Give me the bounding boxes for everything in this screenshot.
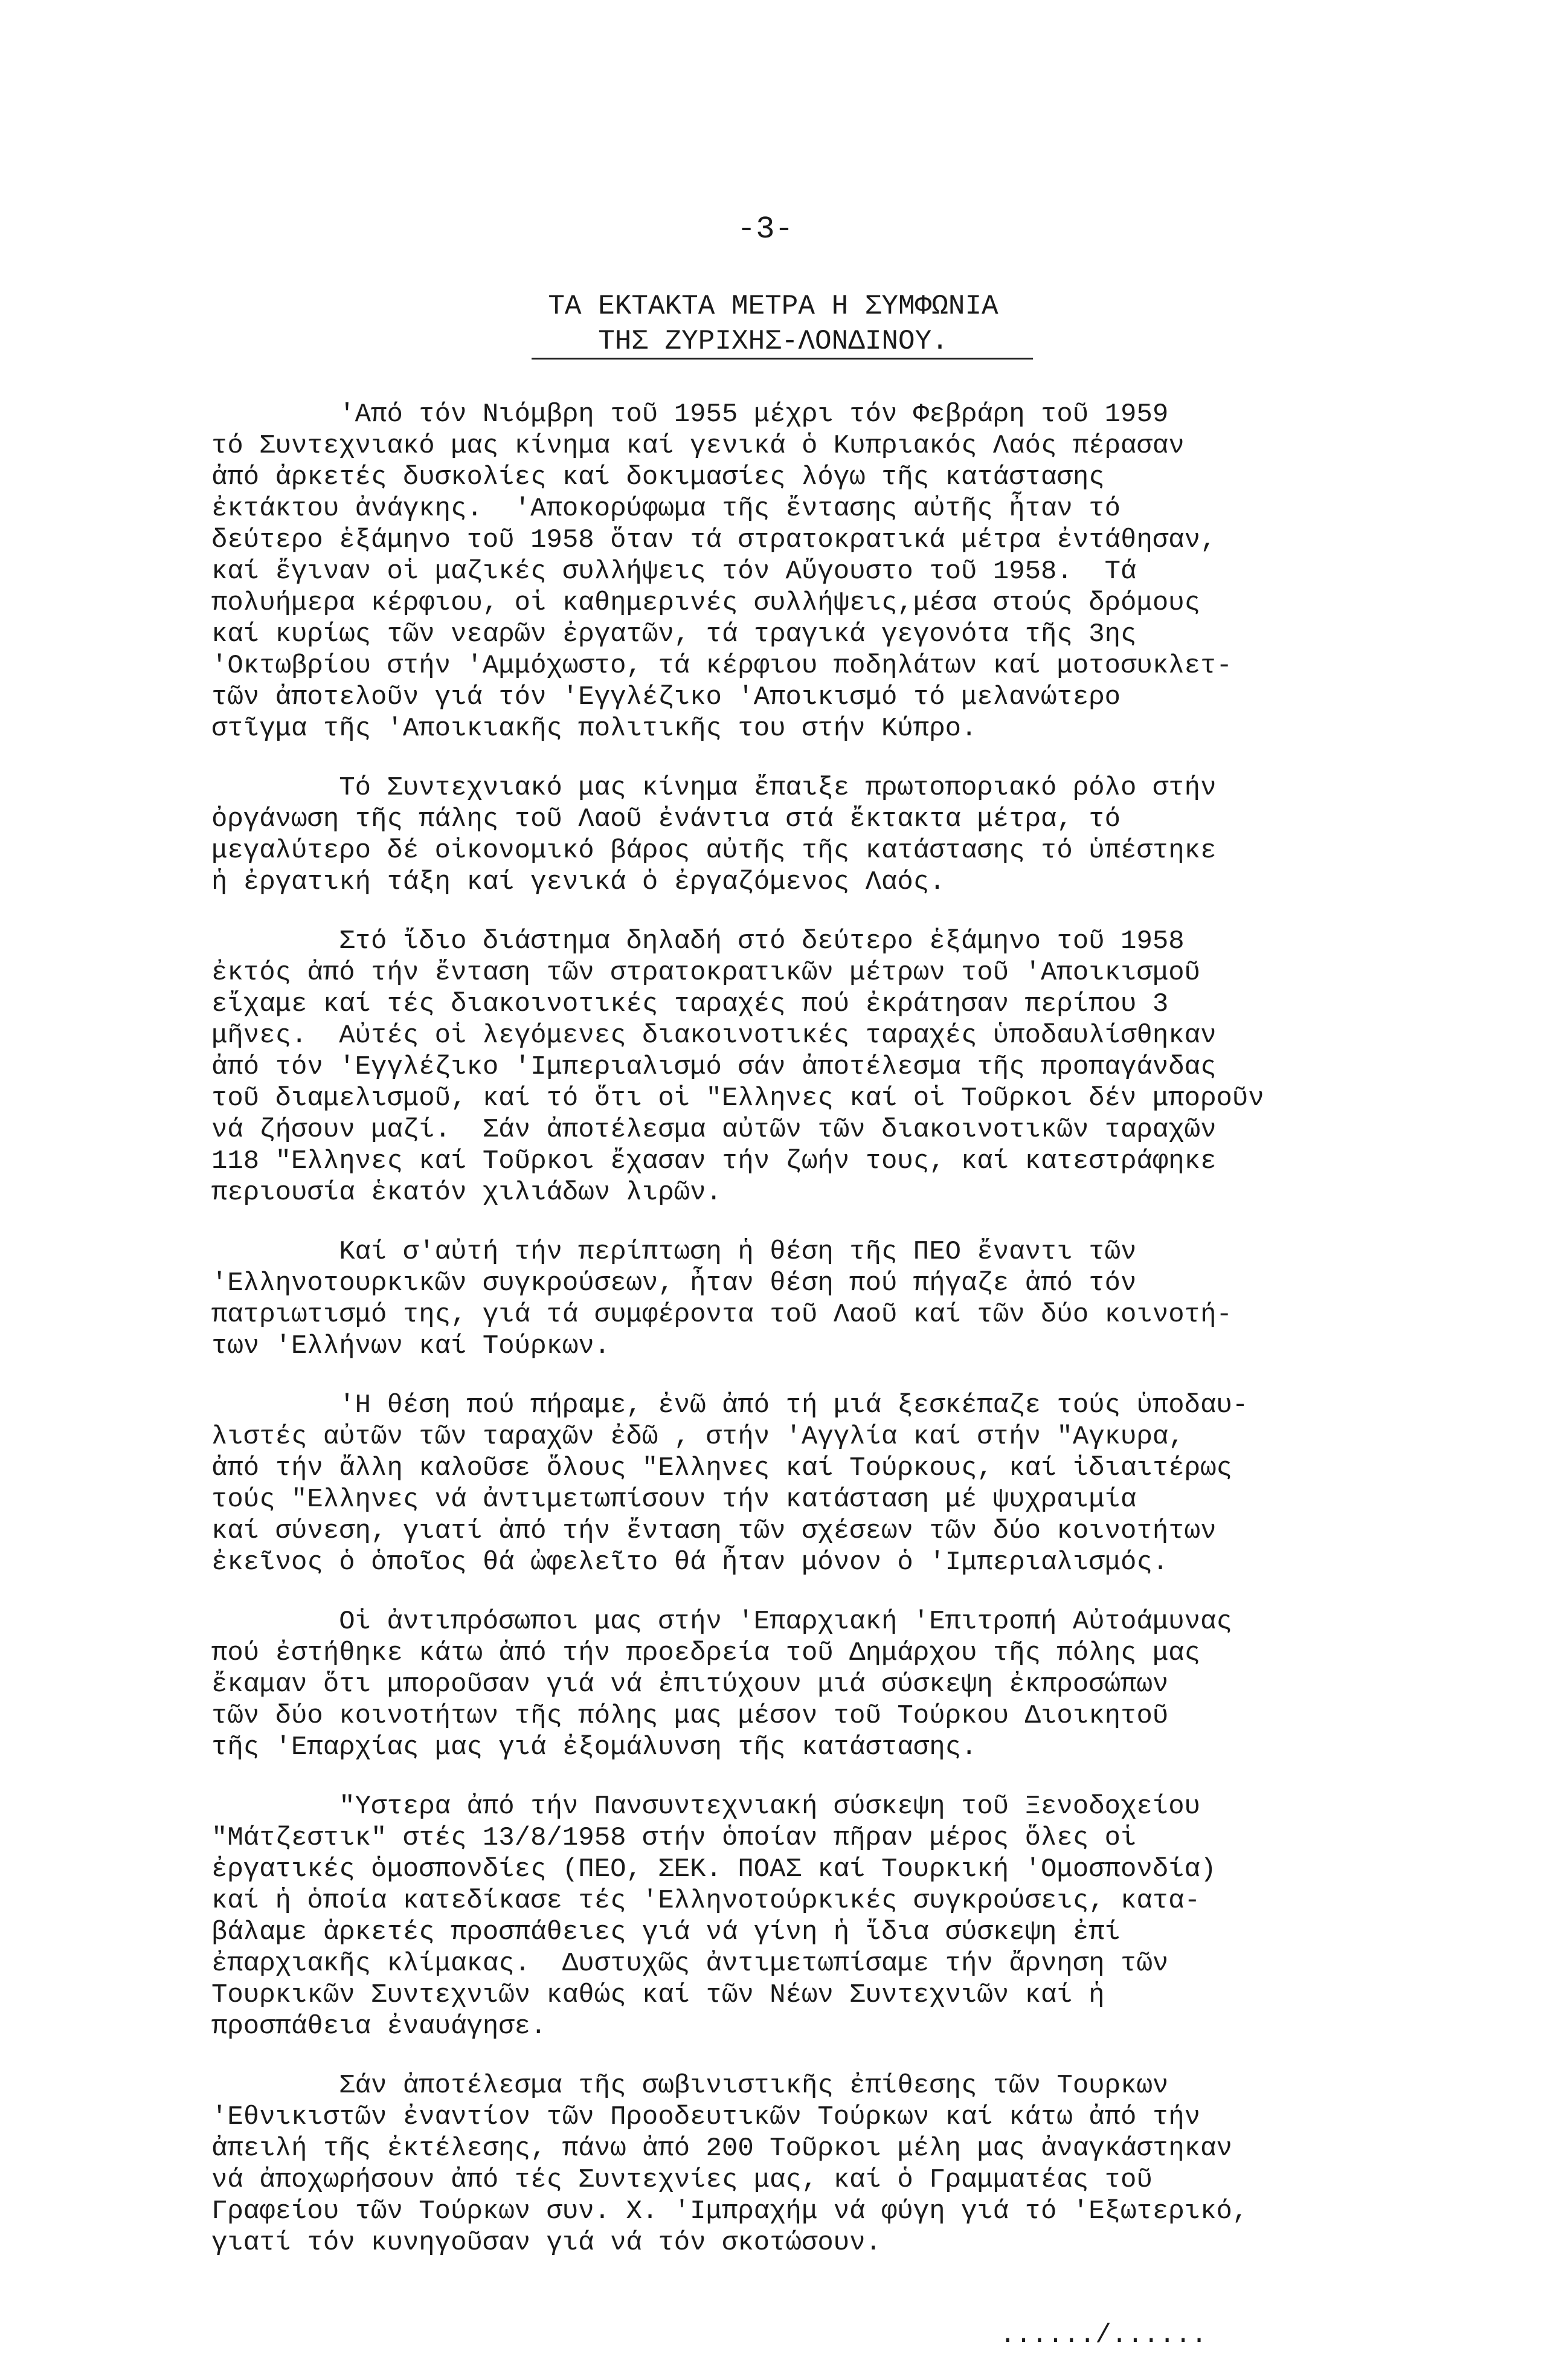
paragraph-1: 'Από τόν Νιόμβρη τοῦ 1955 μέχρι τόν Φεβράρη τοῦ 1959 τό Συντεχνιακό μας κίνημα καί γενικά ὁ Κυπριακός Λαός πέρασαν ἀπό ἀρκετές δυσκολίες καί δοκιμασίες λόγω τῆς κατάστασης ἐκτάκτου ἀνάγκης. 'Αποκορύφωμα τῆς ἔντασης αὐτῆς ἦταν τό δεύτερο ἑξάμηνο τοῦ 1958 ὅταν τά στρατοκρατικά μέτρα ἐντάθησαν, καί ἔγιναν οἱ μαζικές συλλήψεις τόν Αὔγουστο τοῦ 1958. Τά πολυήμερα κέρφιου, οἱ καθημερινές συλλήψεις,μέσα στούς δρόμους καί κυρίως τῶν νεαρῶν ἐργατῶν, τά τραγικά γεγονότα τῆς 3ης 'Οκτωβρίου στήν 'Αμμόχωστο, τά κέρφιου ποδηλάτων καί μοτοσυκλετ- τῶν ἀποτελοῦν γιά τόν 'Εγγλέζικο 'Αποικισμό τό μελανώτερο στῖγμα τῆς 'Αποικιακῆς πολιτικῆς του στήν Κύπρο. <box>211 399 1232 744</box>
paragraph-8: Σάν ἀποτέλεσμα τῆς σωβινιστικῆς ἐπίθεσης τῶν Τουρκων 'Εθνικιστῶν ἐναντίον τῶν Προοδευτικῶν Τούρκων καί κάτω ἀπό τήν ἀπειλή τῆς ἐκτέλεσης, πάνω ἀπό 200 Τοῦρκοι μέλη μας ἀναγκάστηκαν νά ἀποχωρήσουν ἀπό τές Συντεχνίες μας, καί ὁ Γραμματέας τοῦ Γραφείου τῶν Τούρκων συν. Χ. 'Ιμπραχήμ νά φύγη γιά τό 'Εξωτερικό, γιατί τόν κυνηγοῦσαν γιά νά τόν σκοτώσουν. <box>211 2071 1249 2258</box>
document-body <box>211 399 1450 2286</box>
page-number: -3- <box>737 211 794 247</box>
paragraph-3: Στό ἴδιο διάστημα δηλαδή στό δεύτερο ἑξάμηνο τοῦ 1958 ἐκτός ἀπό τήν ἔνταση τῶν στρατοκρατικῶν μέτρων τοῦ 'Αποικισμοῦ εἴχαμε καί τές διακοινοτικές ταραχές πού ἐκράτησαν περίπου 3 μῆνες. Αὐτές οἱ λεγόμενες διακοινοτικές ταραχές ὑποδαυλίσθηκαν ἀπό τόν 'Εγγλέζικο 'Ιμπεριαλισμό σάν ἀποτέλεσμα τῆς προπαγάνδας τοῦ διαμελισμοῦ, καί τό ὅτι οἱ "Ελληνες καί οἱ Τοῦρκοι δέν μποροῦν νά ζήσουν μαζί. Σάν ἀποτέλεσμα αὐτῶν τῶν διακοινοτικῶν ταραχῶν 118 "Ελληνες καί Τοῦρκοι ἔχασαν τήν ζωήν τους, καί κατεστράφηκε περιουσία ἑκατόν χιλιάδων λιρῶν. <box>211 926 1264 1208</box>
title-line-1: ΤΑ ΕΚΤΑΚΤΑ ΜΕΤΡΑ Η ΣΥΜΦΩΝΙΑ <box>548 291 998 322</box>
paragraph-4: Καί σ'αὐτή τήν περίπτωση ἡ θέση τῆς ΠΕΟ ἔναντι τῶν 'Ελληνοτουρκικῶν συγκρούσεων, ἦταν θέση πού πήγαζε ἀπό τόν πατριωτισμό της, γιά τά συμφέροντα τοῦ Λαοῦ καί τῶν δύο κοινοτή- των 'Ελλήνων καί Τούρκων. <box>211 1237 1232 1361</box>
paragraph-2: Τό Συντεχνιακό μας κίνημα ἔπαιξε πρωτοποριακό ρόλο στήν ὀργάνωση τῆς πάλης τοῦ Λαοῦ ἐνάντια στά ἔκτακτα μέτρα, τό μεγαλύτερο δέ οἰκονομικό βάρος αὐτῆς τῆς κατάστασης τό ὑπέστηκε ἡ ἐργατική τάξη καί γενικά ὁ ἐργαζόμενος Λαός. <box>211 773 1217 897</box>
title-line-2: ΤΗΣ ΖΥΡΙΧΗΣ-ΛΟΝΔΙΝΟΥ. <box>598 326 948 357</box>
paragraph-5: 'Η θέση πού πήραμε, ἐνῶ ἀπό τή μιά ξεσκέπαζε τούς ὑποδαυ- λιστές αὐτῶν τῶν ταραχῶν ἐδῶ , στήν 'Αγγλία καί στήν "Αγκυρα, ἀπό τήν ἄλλη καλοῦσε ὅλους "Ελληνες καί Τούρκους, καί ἰδιαιτέρως τούς "Ελληνες νά ἀντιμετωπίσουν τήν κατάσταση μέ ψυχραιμία καί σύνεση, γιατί ἀπό τήν ἔνταση τῶν σχέσεων τῶν δύο κοινοτήτων ἐκεῖνος ὁ ὁποῖος θά ὠφελεῖτο θά ἦταν μόνον ὁ 'Ιμπεριαλισμός. <box>211 1390 1249 1578</box>
paragraph-7: "Υστερα ἀπό τήν Πανσυντεχνιακή σύσκεψη τοῦ Ξενοδοχείου "Μάτζεστικ" στές 13/8/1958 στήν ὁποίαν πῆραν μέρος ὅλες οἱ ἐργατικές ὁμοσπονδίες (ΠΕΟ, ΣΕΚ. ΠΟΑΣ καί Τουρκική 'Ομοσπονδία) καί ἡ ὁποία κατεδίκασε τές 'Ελληνοτούρκικές συγκρούσεις, κατα- βάλαμε ἀρκετές προσπάθειες γιά νά γίνη ἡ ἴδια σύσκεψη ἐπί ἐπαρχιακῆς κλίμακας. Δυστυχῶς ἀντιμετωπίσαμε τήν ἄρνηση τῶν Τουρκικῶν Συντεχνιῶν καθώς καί τῶν Νέων Συντεχνιῶν καί ἡ προσπάθεια ἐναυάγησε. <box>211 1791 1217 2042</box>
paragraph-6: Οἱ ἀντιπρόσωποι μας στήν 'Επαρχιακή 'Επιτροπή Αὐτοάμυνας πού ἐστήθηκε κάτω ἀπό τήν προεδρεία τοῦ Δημάρχου τῆς πόλης μας ἔκαμαν ὅτι μποροῦσαν γιά νά ἐπιτύχουν μιά σύσκεψη ἐκπροσώπων τῶν δύο κοινοτήτων τῆς πόλης μας μέσον τοῦ Τούρκου Διοικητοῦ τῆς 'Επαρχίας μας γιά ἐξομάλυνση τῆς κατάστασης. <box>211 1607 1232 1762</box>
continuation-mark: ....../...... <box>1000 2320 1207 2350</box>
title-underline <box>532 358 1033 360</box>
document-title <box>495 289 1051 359</box>
